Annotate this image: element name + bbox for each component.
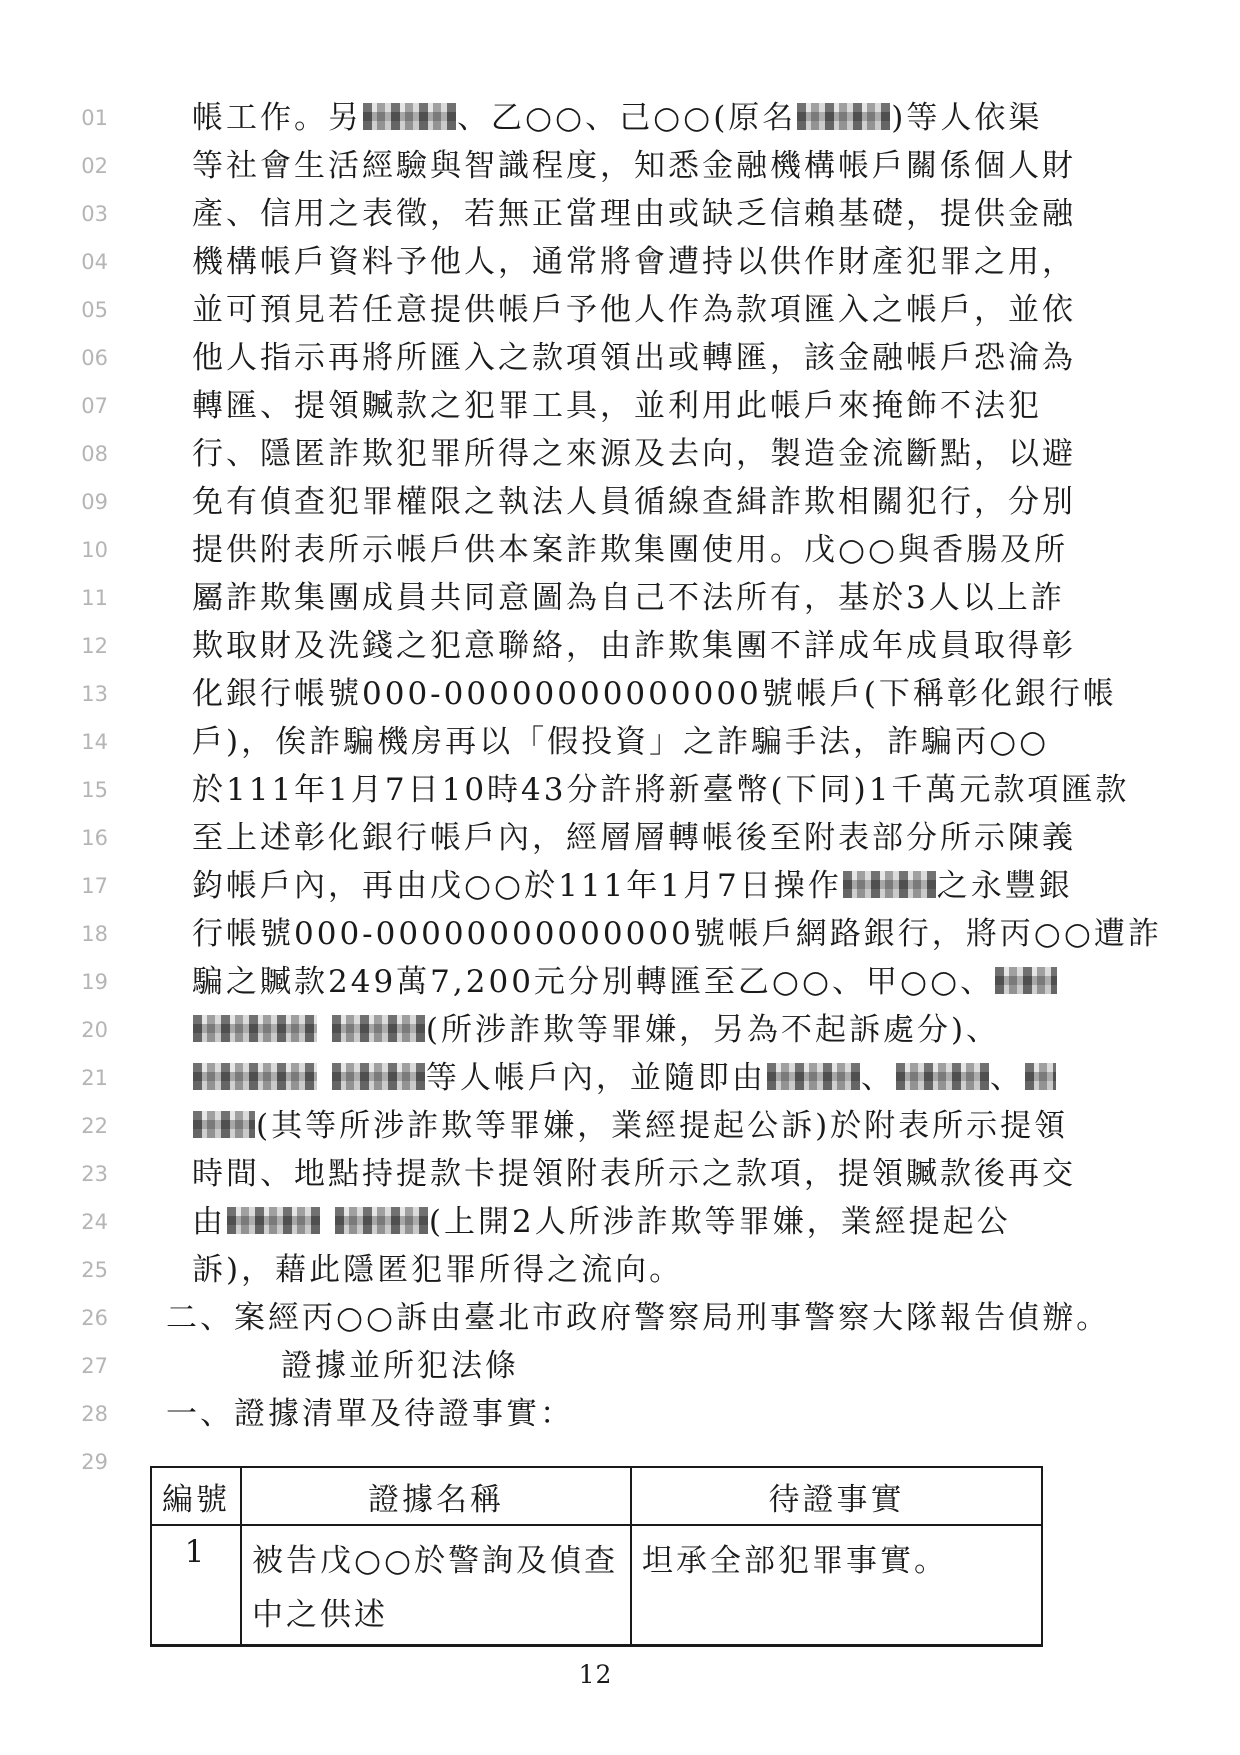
text-line: 並可預見若任意提供帳戶予他人作為款項匯入之帳戶，並依 [192,292,1076,328]
line-number: 10 [81,538,108,562]
redacted-text [332,1015,425,1042]
text-line: 屬詐欺集團成員共同意圖為自己不法所有，基於3人以上詐 [192,580,1065,616]
text-line: 他人指示再將所匯入之款項領出或轉匯，該金融帳戶恐淪為 [192,340,1076,376]
page-number: 12 [578,1660,613,1689]
line-number: 18 [81,922,108,946]
redacted-text [193,1015,317,1042]
text-line: 免有偵查犯罪權限之執法人員循線查緝詐欺相關犯行，分別 [192,484,1076,520]
redacted-text [995,967,1057,994]
text-line: 欺取財及洗錢之犯意聯絡，由詐欺集團不詳成年成員取得彰 [192,628,1076,664]
text-line: 至上述彰化銀行帳戶內，經層層轉帳後至附表部分所示陳義 [192,820,1076,856]
text-line: 行、隱匿詐欺犯罪所得之來源及去向，製造金流斷點，以避 [192,436,1076,472]
redacted-text [1025,1063,1056,1090]
line-number: 03 [81,202,108,226]
line-number: 08 [81,442,108,466]
text-line: 於111年1月7日10時43分許將新臺幣(下同)1千萬元款項匯款 [192,772,1130,808]
line-number: 11 [81,586,108,610]
text-line: 騙之贓款249萬7,200元分別轉匯至乙○○、甲○○、 [192,958,1058,1006]
line-number: 28 [81,1402,108,1426]
text-line: 機構帳戶資料予他人，通常將會遭持以供作財產犯罪之用， [192,244,1076,280]
text-line: 戶)，俟詐騙機房再以「假投資」之詐騙手法，詐騙丙○○ [192,724,1050,760]
line-number: 21 [81,1066,108,1090]
line-number: 01 [81,106,108,130]
text-line: (其等所涉詐欺等罪嫌，業經提起公訴)於附表所示提領 [192,1102,1068,1150]
text-line: 帳工作。另 、乙○○、己○○(原名 )等人依渠 [192,100,1043,136]
text-line: 提供附表所示帳戶供本案詐欺集團使用。戊○○與香腸及所 [192,532,1069,568]
evidence-table-header-row [151,1467,1042,1525]
evidence-table [150,1466,1043,1647]
redacted-text [363,103,456,130]
line-number: 23 [81,1162,108,1186]
line-number: 25 [81,1258,108,1282]
redacted-text [843,871,936,898]
line-number: 02 [81,154,108,178]
line-number: 22 [81,1114,108,1138]
text-line: 由 (上開2人所涉詐欺等罪嫌，業經提起公 [192,1204,1011,1240]
line-number: 19 [81,970,108,994]
evidence-row-fact: 坦承全部犯罪事實。 [631,1525,1042,1646]
text-line: 化銀行帳號000-00000000000000號帳戶(下稱彰化銀行帳 [192,676,1117,712]
text-line: 鈞帳戶內，再由戊○○於111年1月7日操作 之永豐銀 [192,868,1073,904]
text-line: 時間、地點持提款卡提領附表所示之款項，提領贓款後再交 [192,1156,1076,1192]
line-number: 06 [81,346,108,370]
line-number: 24 [81,1210,108,1234]
redacted-text [335,1207,428,1234]
text-line: 證據並所犯法條 [281,1348,519,1384]
redacted-text [797,103,890,130]
evidence-table-header-fact: 待證事實 [631,1467,1042,1525]
redacted-text [193,1063,317,1090]
redacted-text [896,1063,989,1090]
text-line: 產、信用之表徵，若無正當理由或缺乏信賴基礎，提供金融 [192,196,1076,232]
text-line: 二、案經丙○○訴由臺北市政府警察局刑事警察大隊報告偵辦。 [166,1300,1111,1336]
line-number: 13 [81,682,108,706]
evidence-row-name: 被告戊○○於警詢及偵查中之供述 [241,1525,631,1646]
line-number: 12 [81,634,108,658]
text-line: 行帳號000-00000000000000號帳戶網路銀行，將丙○○遭詐 [192,916,1162,952]
line-number: 16 [81,826,108,850]
text-line: 等人帳戶內，並隨即由 、 、 [192,1054,1057,1102]
evidence-table-header-number: 編號 [151,1467,241,1525]
line-number: 05 [81,298,108,322]
text-line: 訴)，藉此隱匿犯罪所得之流向。 [192,1252,684,1288]
line-number: 07 [81,394,108,418]
text-line: 轉匯、提領贓款之犯罪工具，並利用此帳戶來掩飾不法犯 [192,388,1042,424]
redacted-text [227,1207,320,1234]
redacted-text [767,1063,860,1090]
evidence-row-number: 1 [151,1525,241,1646]
line-number: 15 [81,778,108,802]
line-number: 27 [81,1354,108,1378]
line-number: 17 [81,874,108,898]
evidence-table-header-name: 證據名稱 [241,1467,631,1525]
line-number: 14 [81,730,108,754]
line-number: 20 [81,1018,108,1042]
line-number: 04 [81,250,108,274]
table-row [151,1525,1042,1646]
text-line: 等社會生活經驗與智識程度，知悉金融機構帳戶關係個人財 [192,148,1076,184]
redacted-text [332,1063,425,1090]
line-number: 29 [81,1450,108,1474]
redacted-text [193,1111,255,1138]
line-number: 09 [81,490,108,514]
line-number: 26 [81,1306,108,1330]
text-line: 一、證據清單及待證事實： [166,1396,574,1432]
text-line: (所涉詐欺等罪嫌，另為不起訴處分)、 [192,1006,1000,1054]
